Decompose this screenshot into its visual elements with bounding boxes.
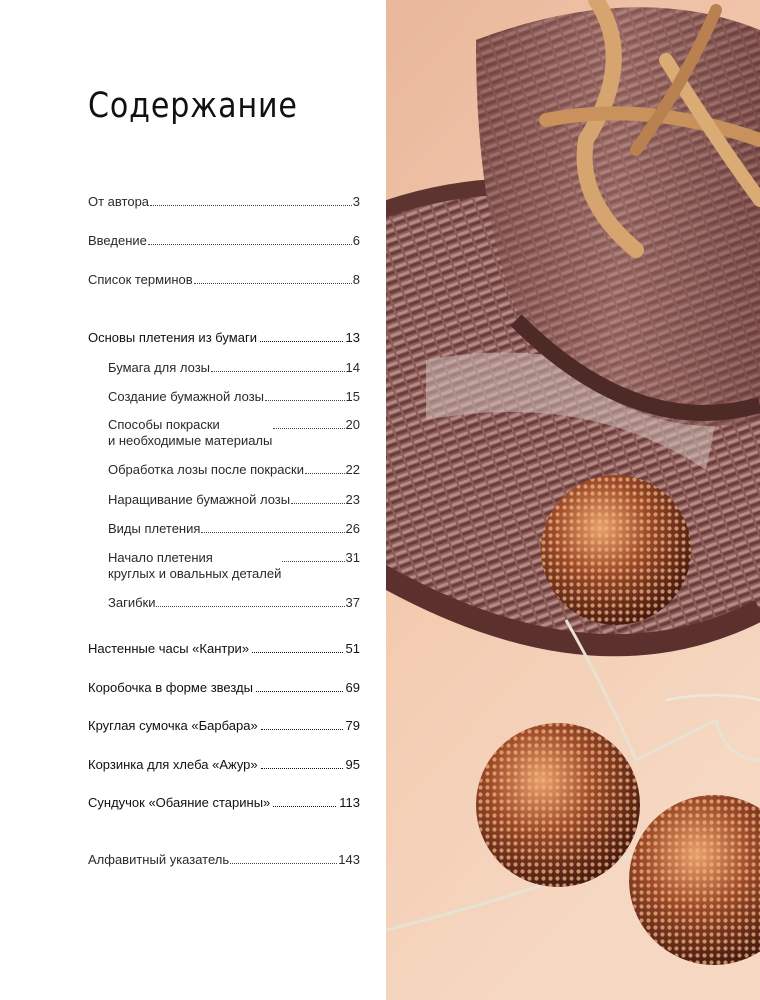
toc-entry-label: Обработка лозы после покраски <box>108 462 304 477</box>
toc-entry-label: Создание бумажной лозы <box>108 389 265 404</box>
toc-entry-page: 51 <box>345 641 360 656</box>
toc-subentry[interactable] <box>108 389 360 405</box>
toc-entry-label: Введение <box>88 233 147 248</box>
toc-entry-page: 20 <box>345 417 360 432</box>
toc-entry-page: 6 <box>352 233 360 248</box>
toc-subentry[interactable] <box>108 360 360 376</box>
toc-entry-page: 37 <box>345 595 360 610</box>
toc-entry-page: 113 <box>339 795 360 810</box>
toc-entry[interactable] <box>88 852 360 868</box>
page-title: Содержание <box>88 86 298 126</box>
toc-entry-page: 23 <box>345 492 360 507</box>
dot-leader <box>252 652 342 653</box>
wicker-basket-photo <box>386 0 760 1000</box>
toc-entry-label: Алфавитный указатель <box>88 852 230 867</box>
toc-entry[interactable] <box>88 194 360 210</box>
dot-leader <box>194 283 352 284</box>
dot-leader <box>150 205 352 206</box>
toc-subentry[interactable] <box>108 462 360 478</box>
toc-section-entry[interactable] <box>88 757 360 773</box>
dot-leader <box>282 561 344 562</box>
toc-entry-label: Основы плетения из бумаги <box>88 330 257 345</box>
toc-entry-label <box>108 417 272 449</box>
toc-subentry[interactable] <box>108 595 360 611</box>
toc-section-entry[interactable] <box>88 330 360 346</box>
toc-entry-label: От автора <box>88 194 150 209</box>
dot-leader <box>211 371 345 372</box>
dot-leader <box>156 606 344 607</box>
toc-section-entry[interactable] <box>88 795 360 811</box>
toc-section-entry[interactable] <box>88 718 360 734</box>
toc-entry-label-line1: Начало плетения <box>108 550 213 565</box>
toc-entry[interactable] <box>88 272 360 288</box>
toc-entry-label: Бумага для лозы <box>108 360 211 375</box>
toc-entry-page: 8 <box>352 272 360 287</box>
dot-leader <box>256 691 343 692</box>
toc-entry-page: 143 <box>338 852 360 867</box>
toc-entry-label: Корзинка для хлеба «Ажур» <box>88 757 258 772</box>
toc-section-entry[interactable] <box>88 680 360 696</box>
toc-subentry[interactable] <box>108 492 360 508</box>
dot-leader <box>273 428 344 429</box>
toc-subentry[interactable] <box>108 521 360 537</box>
toc-entry-page: 14 <box>345 360 360 375</box>
dot-leader <box>305 473 345 474</box>
dot-leader <box>148 244 352 245</box>
toc-entry-label: Сундучок «Обаяние старины» <box>88 795 271 810</box>
toc-subentry[interactable] <box>108 417 360 449</box>
toc-entry-page: 3 <box>352 194 360 209</box>
toc-entry-page: 15 <box>345 389 360 404</box>
toc-entry-page: 69 <box>345 680 360 695</box>
toc-entry-label: Наращивание бумажной лозы <box>108 492 291 507</box>
toc-entry-label: Виды плетения <box>108 521 201 536</box>
toc-entry-page: 26 <box>345 521 360 536</box>
toc-entry-label: Настенные часы «Кантри» <box>88 641 250 656</box>
toc-entry[interactable] <box>88 233 360 249</box>
toc-entry-page: 95 <box>345 757 360 772</box>
toc-section-entry[interactable] <box>88 641 360 657</box>
toc-subentry[interactable] <box>108 550 360 582</box>
toc-entry-label-line2: круглых и овальных деталей <box>108 566 282 581</box>
toc-entry-page: 22 <box>345 462 360 477</box>
toc-entry-page: 79 <box>345 718 360 733</box>
toc-entry-label: Коробочка в форме звезды <box>88 680 253 695</box>
dot-leader <box>201 532 344 533</box>
toc-entry-label: Список терминов <box>88 272 193 287</box>
toc-entry-label: Загибки <box>108 595 156 610</box>
dot-leader <box>261 768 343 769</box>
dot-leader <box>273 806 336 807</box>
dot-leader <box>291 503 344 504</box>
toc-entry-label: Круглая сумочка «Барбара» <box>88 718 258 733</box>
dot-leader <box>265 400 345 401</box>
toc-entry-label-line2: и необходимые материалы <box>108 433 273 448</box>
toc-entry-page: 31 <box>345 550 360 565</box>
dot-leader <box>230 863 337 864</box>
dot-leader <box>260 341 343 342</box>
toc-entry-page: 13 <box>345 330 360 345</box>
toc-entry-label-line1: Способы покраски <box>108 417 220 432</box>
toc-entry-label <box>108 550 281 582</box>
dot-leader <box>261 729 343 730</box>
